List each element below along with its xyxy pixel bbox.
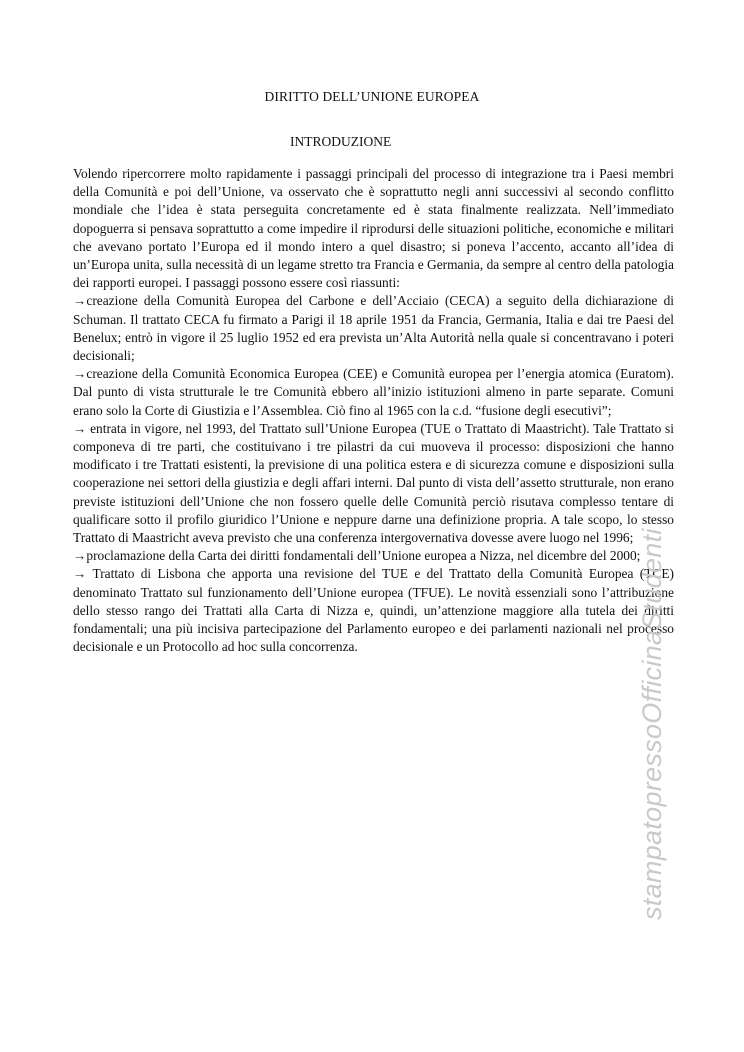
- document-body: [73, 165, 674, 656]
- intro-paragraph: Volendo ripercorrere molto rapidamente i passaggi principali del processo di integrazione tra i Paesi membri della Comunità e poi dell’Unione, va osservato che è soprattutto negli anni successivi al secondo conflitto mondiale che l’idea è stata perseguita concretamente ed è stata finalmente realizzata. Nell’immediato dopoguerra si pensava soprattutto a come impedire il riprodursi delle situazioni politiche, economiche e militari che avevano portato l’Europa ed il mondo intero a quel disastro; si poneva l’accento, accanto all’idea di un’Europa unita, sulla necessità di un legame stretto tra Francia e Germania, da sempre al centro della patologia dei rapporti europei. I passaggi possono essere così riassunti:: [73, 166, 674, 291]
- list-item-ceca: →creazione della Comunità Europea del Carbone e dell’Acciaio (CECA) a seguito della dichiarazione di Schuman. Il trattato CECA fu firmato a Parigi il 18 aprile 1951 da Francia, Germania, Italia e dai tre Paesi del Benelux; entrò in vigore il 25 luglio 1952 ed era prevista un’Alta Autorità nella quale si concentravano i poteri decisionali;: [73, 293, 674, 364]
- document-title: DIRITTO DELL’UNIONE EUROPEA: [264, 89, 480, 104]
- list-item-nice-charter: →proclamazione della Carta dei diritti fondamentali dell’Unione europea a Nizza, nel dicembre del 2000;: [73, 548, 641, 564]
- section-title: INTRODUZIONE: [290, 134, 392, 149]
- list-item-cee-euratom: →creazione della Comunità Economica Europea (CEE) e Comunità europea per l’energia atomica (Euratom). Dal punto di vista strutturale le tre Comunità ebbero all’inizio istituzioni almeno in parte separate. Comuni erano solo la Corte di Giustizia e l’Assemblea. Ciò fino al 1965 con la c.d. “fusione degli esecutivi”;: [73, 366, 674, 418]
- watermark-text: stampatopressoOfficinaStudenti: [637, 528, 667, 920]
- list-item-lisbon: → Trattato di Lisbona che apporta una revisione del TUE e del Trattato della Comunità Europea (TCE) denominato Trattato sul funzionamento dell’Unione europea (TFUE). Le novità essenziali sono l’attribuzione dello stesso rango dei Trattati alla Carta di Nizza e, quindi, un’attenzione maggiore alla tutela dei diritti fondamentali; una più incisiva partecipazione del Parlamento europeo e dei parlamenti nazionali nel processo decisionale e un Protocollo ad hoc sulla concorrenza.: [73, 566, 674, 655]
- list-item-maastricht: → entrata in vigore, nel 1993, del Trattato sull’Unione Europea (TUE o Trattato di Maastricht). Tale Trattato si componeva di tre parti, che costituivano i tre pilastri da cui muoveva il processo: disposizioni che hanno modificato i tre Trattati esistenti, la previsione di una politica estera e di sicurezza comune e disposizioni sulla cooperazione nei settori della giustizia e degli affari interni. Dal punto di vista dell’assetto strutturale, non erano previste istituzioni dell’Unione che non fossero quelle delle Comunità perciò risutava complesso tentare di qualificare sotto il profilo giuridico l’Unione e neppure darne una definizione propria. A tale scopo, lo stesso Trattato di Maastricht aveva previsto che una conferenza intergovernativa dovesse avere luogo nel 1996;: [73, 420, 674, 546]
